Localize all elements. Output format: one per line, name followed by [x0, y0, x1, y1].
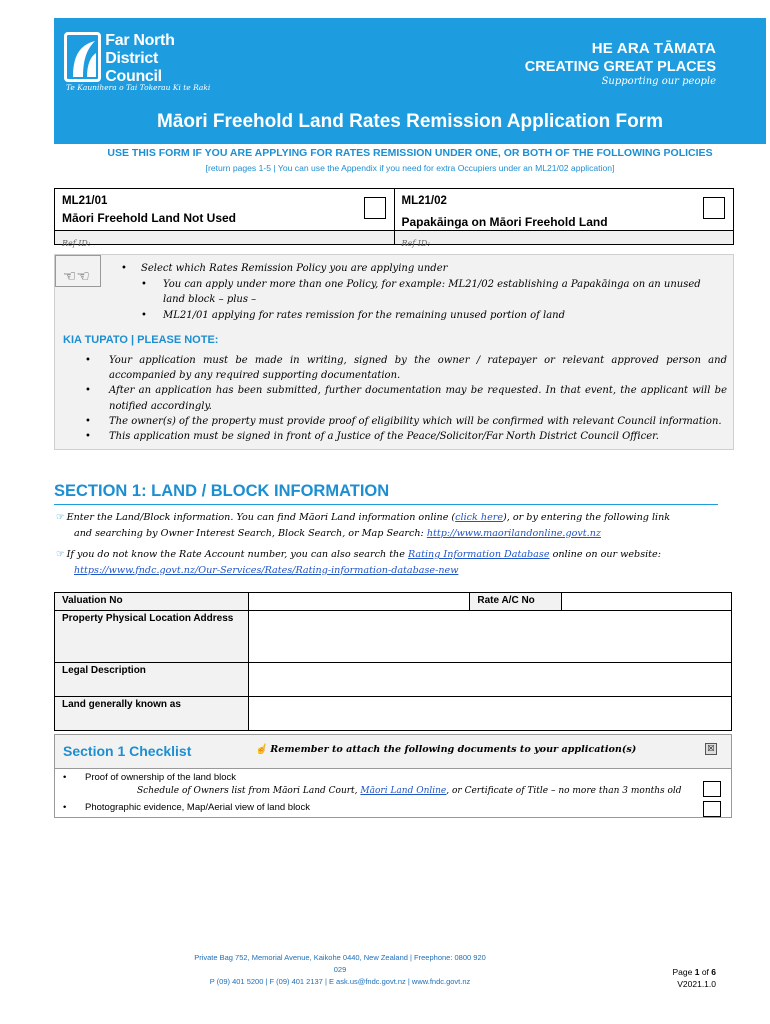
council-name-line1: Far North [105, 32, 175, 49]
list-item: • Your application must be made in writing, signed by the owner / ratepayer or relevant approved person and accompanied by any required supporting documentation. [85, 353, 727, 383]
maori-land-online-link[interactable]: Māori Land Online [360, 786, 447, 796]
policy-intro-heading: USE THIS FORM IF YOU ARE APPLYING FOR RATES REMISSION UNDER ONE, OR BOTH OF THE FOLLOWING POLICIES [107, 147, 713, 159]
section-1-title: SECTION 1: LAND / BLOCK INFORMATION [54, 482, 718, 505]
council-logo-mark-icon [64, 32, 101, 82]
list-item-continued: land block – plus – [163, 294, 257, 305]
page-number: Page 1 of 6 V2021.1.0 [672, 967, 716, 989]
tagline-line1: HE ARA TĀMATA [591, 40, 716, 57]
pointing-hand-icon: ☞ [56, 512, 65, 523]
list-item: • The owner(s) of the property must provide proof of eligibility which will be confirmed with relevant Council information. [85, 414, 727, 429]
header-banner [54, 18, 766, 144]
ownership-checkbox[interactable] [703, 781, 721, 797]
checklist-item-photo: • Photographic evidence, Map/Aerial view of land block [55, 799, 731, 817]
checklist-item-label: Proof of ownership of the land block [85, 772, 237, 783]
policy-name: Papakāinga on Māori Freehold Land [401, 215, 608, 229]
tagline-line3: Supporting our people [601, 76, 716, 87]
section-1-checklist [54, 734, 732, 818]
tagline [525, 40, 716, 87]
policy-option-ml2102 [394, 189, 734, 248]
rating-database-url-link[interactable]: https://www.fndc.govt.nz/Our-Services/Rates/Rating-information-database-new [74, 564, 459, 576]
ref-id-field[interactable] [395, 230, 734, 248]
checklist-title: Section 1 Checklist [63, 743, 192, 759]
list-item: • After an application has been submitted, further documentation may be requested. In that event, the applicant will be notified accordingly. [85, 383, 727, 413]
policy-intro-note: [return pages 1-5 | You can use the Appendix if you need for extra Occupiers under an ML21/02 application] [205, 163, 615, 173]
please-note-heading: KIA TUPATO | PLEASE NOTE: [63, 334, 219, 346]
footer-contacts: P (09) 401 5200 | F (09) 401 2137 | E ask.us@fndc.govt.nz | www.fndc.govt.nz [209, 977, 471, 986]
notes-panel [54, 254, 734, 450]
tagline-line2: CREATING GREAT PLACES [524, 59, 716, 75]
checklist-item-label: Photographic evidence, Map/Aerial view of land block [85, 802, 310, 813]
ref-id-field[interactable] [55, 230, 394, 248]
policy-ml2101-checkbox[interactable] [364, 197, 386, 219]
location-input[interactable] [248, 611, 731, 663]
table-row [55, 697, 732, 731]
rate-account-hint: ☞ If you do not know the Rate Account number, you can also search the Rating Information Database online on our website: https://www.fndc.govt.nz/Our-Services/Rates/Rating-information-database-new [56, 549, 661, 576]
checklist-header [55, 735, 731, 769]
rating-database-link[interactable]: Rating Information Database [407, 549, 550, 560]
land-info-hint: ☞ Enter the Land/Block information. You can find Māori Land information online (click here), or by entering the following link and searching by Owner Interest Search, Block Search, or Map Search: http://www.maorilandonline.govt.nz [56, 512, 671, 539]
policy-code: ML21/02 [401, 195, 447, 207]
checklist-item-sub: Schedule of Owners list from Māori Land Court, Māori Land Online, or Certificate of Title – no more than 3 months old [137, 786, 682, 796]
list-item: • Select which Rates Remission Policy you are applying under [121, 261, 701, 277]
table-row [55, 593, 732, 611]
policy-option-ml2101 [55, 189, 394, 248]
legal-description-label: Legal Description [55, 663, 249, 697]
policy-code: ML21/01 [62, 195, 108, 207]
version-label: V2021.1.0 [677, 979, 716, 989]
land-info-table [54, 592, 732, 731]
known-as-label: Land generally known as [55, 697, 249, 731]
footer-address: Private Bag 752, Memorial Avenue, Kaikohe 0440, New Zealand | Freephone: 0800 920 029 [194, 953, 486, 974]
list-item: • ML21/01 applying for rates remission for the remaining unused portion of land [121, 308, 701, 324]
policy-intro [54, 147, 766, 173]
list-item: • You can apply under more than one Policy, for example: ML21/02 establishing a Papakāinga on an unused [121, 277, 701, 293]
photo-evidence-checkbox[interactable] [703, 801, 721, 817]
list-item: • This application must be signed in front of a Justice of the Peace/Solicitor/Far North District Council Officer. [85, 429, 727, 444]
location-label: Property Physical Location Address [55, 611, 249, 663]
pointing-hands-icon: ☜☜ [63, 267, 90, 285]
rate-ac-label: Rate A/C No [470, 593, 562, 611]
checked-box-icon: ☒ [705, 743, 717, 755]
checklist-item-ownership: • Proof of ownership of the land block Schedule of Owners list from Māori Land Court, Māori Land Online, or Certificate of Title – no more than 3 months old [55, 769, 731, 799]
checklist-note: ☝ Remember to attach the following documents to your application(s) [255, 744, 637, 755]
valuation-input[interactable] [248, 593, 470, 611]
selection-instructions [121, 261, 701, 323]
policy-ml2102-checkbox[interactable] [703, 197, 725, 219]
rate-ac-input[interactable] [562, 593, 732, 611]
council-name-line2: District Council [105, 50, 162, 85]
policy-options [54, 188, 734, 248]
ref-id-label: Ref ID: [401, 239, 431, 248]
council-maori-name: Te Kaunihera o Tai Tokerau Ki te Raki [66, 83, 211, 92]
known-as-input[interactable] [248, 697, 731, 731]
maori-land-online-link[interactable]: http://www.maorilandonline.govt.nz [426, 527, 601, 539]
form-title: Māori Freehold Land Rates Remission Application Form [156, 111, 664, 132]
table-row [55, 663, 732, 697]
valuation-label: Valuation No [55, 593, 249, 611]
footer-contact [190, 952, 490, 988]
council-logo [58, 20, 216, 94]
pointing-hand-icon: ☞ [56, 549, 65, 560]
policy-name: Māori Freehold Land Not Used [62, 211, 237, 225]
legal-description-input[interactable] [248, 663, 731, 697]
please-note-list [85, 353, 727, 444]
ref-id-label: Ref ID: [62, 239, 91, 248]
pointing-hand-icon: ☝ [255, 744, 267, 755]
click-here-link[interactable]: click here [455, 512, 504, 523]
table-row [55, 611, 732, 663]
